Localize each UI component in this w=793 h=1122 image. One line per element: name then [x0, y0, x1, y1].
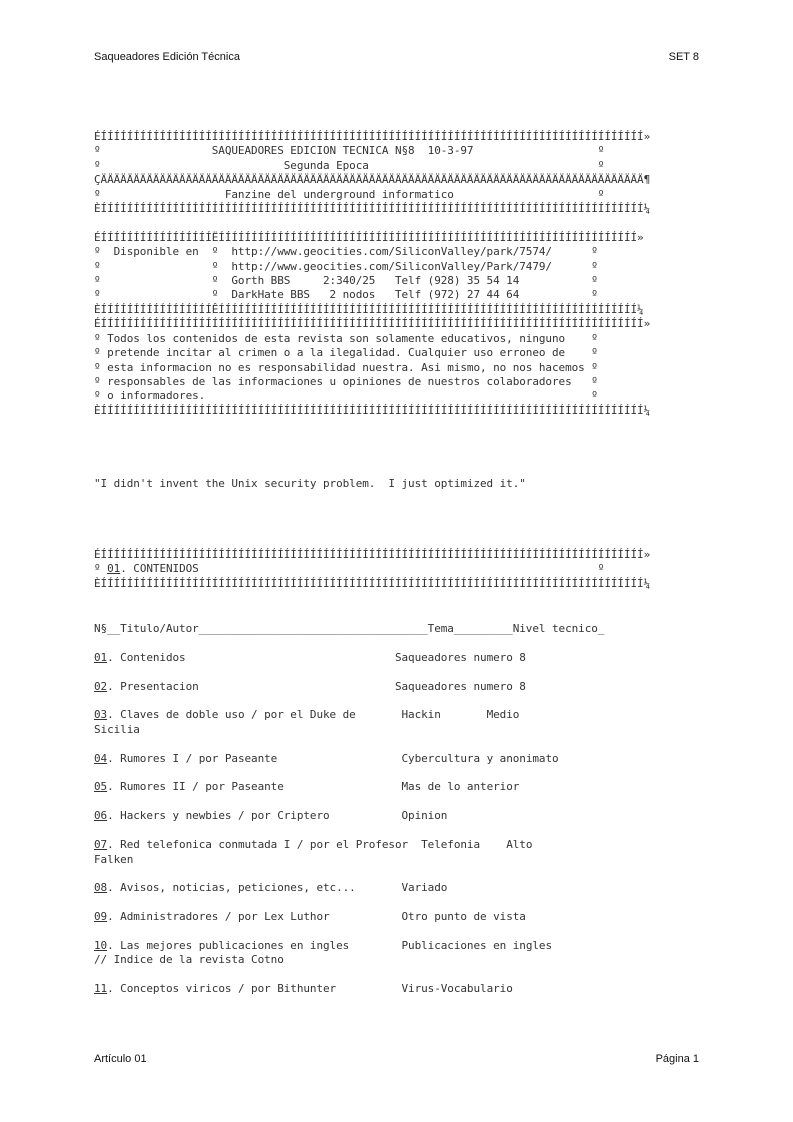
masthead-line: º responsables de las informaciones u opiniones de nuestros colaboradores º [94, 374, 598, 388]
footer-page-number: Página 1 [655, 1053, 699, 1065]
masthead-line: ÉÍÍÍÍÍÍÍÍÍÍÍÍÍÍÍÍÍÍÍÍÍÍÍÍÍÍÍÍÍÍÍÍÍÍÍÍÍÍÍÍÍÍÍÍÍÍÍÍÍÍÍÍÍÍÍÍÍÍÍÍÍÍÍÍÍÍÍÍÍÍÍÍÍÍÍÍÍÍÍÍÍÍÍ» [94, 317, 651, 331]
toc-item-title: . Claves de doble uso / por el Duke de Hackin Medio [107, 708, 520, 722]
toc-header: N§__Titulo/Autor___________________________________Tema_________Nivel tecnico_ [94, 622, 605, 635]
toc-item-title: . Red telefonica conmutada I / por el Profesor Telefonia Alto [107, 838, 533, 852]
toc-item-number-link[interactable]: 11 [94, 982, 108, 996]
toc-item [94, 881, 604, 895]
masthead-line: ÉÍÍÍÍÍÍÍÍÍÍÍÍÍÍÍÍÍËÍÍÍÍÍÍÍÍÍÍÍÍÍÍÍÍÍÍÍÍÍÍÍÍÍÍÍÍÍÍÍÍÍÍÍÍÍÍÍÍÍÍÍÍÍÍÍÍÍÍÍÍÍÍÍÍÍÍÍÍÍÍÍÍ» [94, 230, 644, 244]
toc-item-title: . Hackers y newbies / por Criptero Opinion [107, 809, 448, 823]
toc-item-title: . Rumores I / por Paseante Cybercultura y anonimato [107, 751, 559, 765]
toc-item-title: . Contenidos Saqueadores numero 8 [107, 650, 526, 664]
masthead-line: ÈÍÍÍÍÍÍÍÍÍÍÍÍÍÍÍÍÍÍÍÍÍÍÍÍÍÍÍÍÍÍÍÍÍÍÍÍÍÍÍÍÍÍÍÍÍÍÍÍÍÍÍÍÍÍÍÍÍÍÍÍÍÍÍÍÍÍÍÍÍÍÍÍÍÍÍÍÍÍÍÍÍÍÍ¼ [94, 403, 651, 417]
footer-article: Artículo 01 [94, 1053, 147, 1065]
masthead-line: º pretende incitar al crimen o a la ilegalidad. Cualquier uso erroneo de º [94, 346, 598, 360]
masthead-line: º Todos los contenidos de esta revista son solamente educativos, ninguno º [94, 331, 598, 345]
contents-section-number[interactable]: 01 [107, 562, 121, 576]
table-of-contents [94, 622, 604, 997]
toc-item-number-link[interactable]: 05 [94, 780, 108, 794]
toc-item [94, 708, 604, 722]
toc-item-title: . Presentacion Saqueadores numero 8 [107, 679, 526, 693]
masthead-line: º esta informacion no es responsabilidad nuestra. Asi mismo, no nos hacemos º [94, 360, 598, 374]
masthead-line: º Segunda Epoca º [94, 158, 605, 172]
toc-item-continuation: Sicilia [94, 722, 140, 736]
toc-item [94, 910, 604, 924]
toc-item-continuation: Falken [94, 852, 134, 866]
header-issue: SET 8 [668, 51, 699, 63]
toc-item-title: . Avisos, noticias, peticiones, etc... Variado [107, 881, 448, 895]
masthead-line: º Disponible en º http://www.geocities.com/SiliconValley/park/7574/ º [94, 245, 598, 259]
masthead-line [94, 216, 650, 230]
masthead-line: º o informadores. º [94, 389, 598, 403]
masthead-box [94, 130, 650, 418]
contents-box-bottom: ÈÍÍÍÍÍÍÍÍÍÍÍÍÍÍÍÍÍÍÍÍÍÍÍÍÍÍÍÍÍÍÍÍÍÍÍÍÍÍÍÍÍÍÍÍÍÍÍÍÍÍÍÍÍÍÍÍÍÍÍÍÍÍÍÍÍÍÍÍÍÍÍÍÍÍÍÍÍÍÍÍÍÍÍ¼ [94, 576, 651, 590]
toc-item-number-link[interactable]: 02 [94, 679, 108, 693]
toc-item-title: . Las mejores publicaciones en ingles Publicaciones en ingles [107, 938, 552, 952]
masthead-line: ÈÍÍÍÍÍÍÍÍÍÍÍÍÍÍÍÍÍÊÍÍÍÍÍÍÍÍÍÍÍÍÍÍÍÍÍÍÍÍÍÍÍÍÍÍÍÍÍÍÍÍÍÍÍÍÍÍÍÍÍÍÍÍÍÍÍÍÍÍÍÍÍÍÍÍÍÍÍÍÍÍÍÍ¼ [94, 302, 644, 316]
masthead-line: º Fanzine del underground informatico º [94, 187, 605, 201]
contents-section-title: . CONTENIDOS º [120, 562, 605, 576]
toc-item-number-link[interactable]: 07 [94, 838, 108, 852]
masthead-line: º º http://www.geocities.com/SiliconValley/Park/7479/ º [94, 259, 598, 273]
toc-item-title: . Rumores II / por Paseante Mas de lo anterior [107, 780, 520, 794]
contents-box: ÉÍÍÍÍÍÍÍÍÍÍÍÍÍÍÍÍÍÍÍÍÍÍÍÍÍÍÍÍÍÍÍÍÍÍÍÍÍÍÍÍÍÍÍÍÍÍÍÍÍÍÍÍÍÍÍÍÍÍÍÍÍÍÍÍÍÍÍÍÍÍÍÍÍÍÍÍÍÍÍÍÍÍÍ» º 01. CONTENIDOS º ÈÍÍÍÍÍÍÍÍÍÍÍÍÍÍÍÍÍÍÍÍÍÍÍÍÍÍÍÍÍÍÍÍÍÍÍÍÍÍÍÍÍÍÍÍÍÍÍÍÍÍÍÍÍÍÍÍÍÍÍÍÍÍÍÍÍÍÍÍÍÍÍÍÍÍÍÍÍÍÍÍÍÍÍ¼ [94, 548, 651, 590]
toc-item-number-link[interactable]: 08 [94, 881, 108, 895]
toc-item-continuation: // Indice de la revista Cotno [94, 953, 284, 967]
toc-item [94, 939, 604, 953]
header-title: Saqueadores Edición Técnica [94, 51, 240, 63]
quote: "I didn't invent the Unix security problem. I just optimized it." [94, 477, 526, 490]
toc-item [94, 680, 604, 694]
toc-item [94, 982, 604, 996]
toc-item [94, 838, 604, 852]
toc-item [94, 809, 604, 823]
masthead-line: º SAQUEADORES EDICION TECNICA N§8 10-3-97 º [94, 144, 605, 158]
masthead-line: ÉÍÍÍÍÍÍÍÍÍÍÍÍÍÍÍÍÍÍÍÍÍÍÍÍÍÍÍÍÍÍÍÍÍÍÍÍÍÍÍÍÍÍÍÍÍÍÍÍÍÍÍÍÍÍÍÍÍÍÍÍÍÍÍÍÍÍÍÍÍÍÍÍÍÍÍÍÍÍÍÍÍÍÍ» [94, 130, 651, 143]
masthead-line: ÇÄÄÄÄÄÄÄÄÄÄÄÄÄÄÄÄÄÄÄÄÄÄÄÄÄÄÄÄÄÄÄÄÄÄÄÄÄÄÄÄÄÄÄÄÄÄÄÄÄÄÄÄÄÄÄÄÄÄÄÄÄÄÄÄÄÄÄÄÄÄÄÄÄÄÄÄÄÄÄÄÄÄÄ¶ [94, 173, 651, 187]
toc-item-number-link[interactable]: 04 [94, 751, 108, 765]
contents-box-top: ÉÍÍÍÍÍÍÍÍÍÍÍÍÍÍÍÍÍÍÍÍÍÍÍÍÍÍÍÍÍÍÍÍÍÍÍÍÍÍÍÍÍÍÍÍÍÍÍÍÍÍÍÍÍÍÍÍÍÍÍÍÍÍÍÍÍÍÍÍÍÍÍÍÍÍÍÍÍÍÍÍÍÍÍ» [94, 548, 651, 561]
toc-item-title: . Administradores / por Lex Luthor Otro punto de vista [107, 910, 526, 924]
toc-item-number-link[interactable]: 03 [94, 708, 108, 722]
toc-item [94, 780, 604, 794]
masthead-line: ÈÍÍÍÍÍÍÍÍÍÍÍÍÍÍÍÍÍÍÍÍÍÍÍÍÍÍÍÍÍÍÍÍÍÍÍÍÍÍÍÍÍÍÍÍÍÍÍÍÍÍÍÍÍÍÍÍÍÍÍÍÍÍÍÍÍÍÍÍÍÍÍÍÍÍÍÍÍÍÍÍÍÍÍ¼ [94, 202, 651, 216]
toc-item [94, 752, 604, 766]
toc-item-number-link[interactable]: 06 [94, 809, 108, 823]
masthead-line: º º Gorth BBS 2:340/25 Telf (928) 35 54 14 º [94, 274, 598, 288]
toc-item-number-link[interactable]: 10 [94, 938, 108, 952]
masthead-line: º º DarkHate BBS 2 nodos Telf (972) 27 44 64 º [94, 288, 598, 302]
toc-item [94, 651, 604, 665]
toc-item-title: . Conceptos viricos / por Bithunter Virus-Vocabulario [107, 982, 513, 996]
toc-item-number-link[interactable]: 01 [94, 650, 108, 664]
toc-item-number-link[interactable]: 09 [94, 910, 108, 924]
